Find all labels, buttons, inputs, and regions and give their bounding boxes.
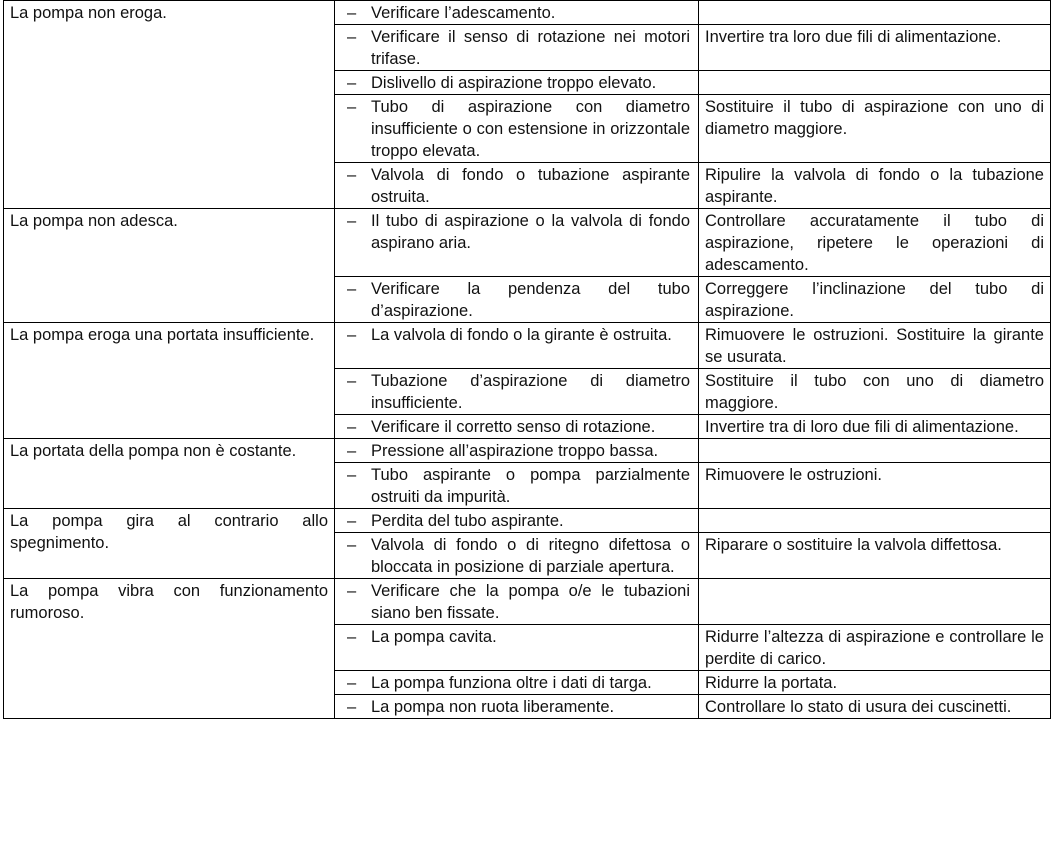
remedy-text: Sostituire il tubo con uno di diametro maggiore. xyxy=(705,372,1044,412)
remedy-text: Invertire tra di loro due fili di alimentazione. xyxy=(705,418,1019,436)
cause-text: Tubo di aspirazione con diametro insufficiente o con estensione in orizzontale troppo elevata. xyxy=(371,98,690,160)
cause-cell xyxy=(335,439,699,463)
remedy-cell xyxy=(699,509,1051,533)
dash-bullet: – xyxy=(347,74,357,92)
remedy-text: Rimuovere le ostruzioni. Sostituire la girante se usurata. xyxy=(705,326,1044,366)
remedy-cell xyxy=(699,415,1051,439)
dash-bullet: – xyxy=(347,326,357,344)
cause-cell xyxy=(335,579,699,625)
dash-bullet: – xyxy=(347,582,357,600)
table-row xyxy=(4,579,1051,625)
dash-bullet: – xyxy=(347,4,357,22)
cause-text: Tubo aspirante o pompa parzialmente ostruiti da impurità. xyxy=(371,466,690,506)
dash-bullet: – xyxy=(347,466,357,484)
dash-bullet: – xyxy=(347,442,357,460)
remedy-cell xyxy=(699,369,1051,415)
cause-cell xyxy=(335,369,699,415)
cause-cell xyxy=(335,695,699,719)
table-row xyxy=(4,439,1051,463)
problem-cell xyxy=(4,509,335,579)
remedy-cell xyxy=(699,695,1051,719)
cause-text: Valvola di fondo o tubazione aspirante ostruita. xyxy=(371,166,690,206)
dash-bullet: – xyxy=(347,98,357,116)
cause-cell xyxy=(335,25,699,71)
cause-text: La valvola di fondo o la girante è ostruita. xyxy=(371,326,672,344)
problem-cell xyxy=(4,439,335,509)
problem-text: La pompa non adesca. xyxy=(10,212,178,230)
cause-cell xyxy=(335,277,699,323)
remedy-cell xyxy=(699,209,1051,277)
dash-bullet: – xyxy=(347,372,357,390)
problem-text: La pompa gira al contrario allo spegnimento. xyxy=(10,512,328,552)
remedy-cell xyxy=(699,277,1051,323)
remedy-cell xyxy=(699,671,1051,695)
cause-text: Perdita del tubo aspirante. xyxy=(371,512,564,530)
remedy-cell xyxy=(699,439,1051,463)
remedy-text: Riparare o sostituire la valvola diffettosa. xyxy=(705,536,1002,554)
cause-cell xyxy=(335,671,699,695)
cause-cell xyxy=(335,533,699,579)
cause-text: Il tubo di aspirazione o la valvola di fondo aspirano aria. xyxy=(371,212,690,252)
problem-cell xyxy=(4,1,335,209)
cause-cell xyxy=(335,209,699,277)
cause-cell xyxy=(335,463,699,509)
troubleshooting-table-body xyxy=(4,1,1051,719)
cause-text: La pompa funziona oltre i dati di targa. xyxy=(371,674,652,692)
problem-text: La portata della pompa non è costante. xyxy=(10,442,297,460)
remedy-text: Ripulire la valvola di fondo o la tubazione aspirante. xyxy=(705,166,1044,206)
remedy-cell xyxy=(699,463,1051,509)
cause-text: Tubazione d’aspirazione di diametro insufficiente. xyxy=(371,372,690,412)
cause-cell xyxy=(335,509,699,533)
remedy-cell xyxy=(699,25,1051,71)
cause-cell xyxy=(335,625,699,671)
dash-bullet: – xyxy=(347,512,357,530)
remedy-text: Ridurre l’altezza di aspirazione e controllare le perdite di carico. xyxy=(705,628,1044,668)
cause-text: Verificare il corretto senso di rotazione. xyxy=(371,418,656,436)
cause-text: La pompa non ruota liberamente. xyxy=(371,698,615,716)
cause-text: La pompa cavita. xyxy=(371,628,497,646)
problem-text: La pompa eroga una portata insufficiente. xyxy=(10,326,315,344)
problem-text: La pompa vibra con funzionamento rumoroso. xyxy=(10,582,328,622)
remedy-cell xyxy=(699,95,1051,163)
cause-text: Verificare l’adescamento. xyxy=(371,4,556,22)
table-row xyxy=(4,509,1051,533)
cause-cell xyxy=(335,415,699,439)
dash-bullet: – xyxy=(347,536,357,554)
dash-bullet: – xyxy=(347,628,357,646)
remedy-cell xyxy=(699,323,1051,369)
dash-bullet: – xyxy=(347,418,357,436)
dash-bullet: – xyxy=(347,674,357,692)
dash-bullet: – xyxy=(347,280,357,298)
troubleshooting-table xyxy=(3,0,1051,719)
cause-text: Valvola di fondo o di ritegno difettosa o bloccata in posizione di parziale apertura. xyxy=(371,536,690,576)
dash-bullet: – xyxy=(347,28,357,46)
remedy-text: Rimuovere le ostruzioni. xyxy=(705,466,882,484)
problem-cell xyxy=(4,579,335,719)
remedy-cell xyxy=(699,579,1051,625)
table-row xyxy=(4,1,1051,25)
cause-text: Dislivello di aspirazione troppo elevato. xyxy=(371,74,657,92)
remedy-text: Controllare lo stato di usura dei cuscinetti. xyxy=(705,698,1012,716)
problem-cell xyxy=(4,323,335,439)
cause-text: Verificare il senso di rotazione nei motori trifase. xyxy=(371,28,690,68)
problem-cell xyxy=(4,209,335,323)
table-row xyxy=(4,209,1051,277)
remedy-text: Invertire tra loro due fili di alimentazione. xyxy=(705,28,1002,46)
problem-text: La pompa non eroga. xyxy=(10,4,167,22)
remedy-text: Sostituire il tubo di aspirazione con uno di diametro maggiore. xyxy=(705,98,1044,138)
remedy-cell xyxy=(699,625,1051,671)
remedy-cell xyxy=(699,71,1051,95)
remedy-text: Ridurre la portata. xyxy=(705,674,838,692)
cause-cell xyxy=(335,1,699,25)
cause-text: Pressione all’aspirazione troppo bassa. xyxy=(371,442,659,460)
remedy-text: Controllare accuratamente il tubo di aspirazione, ripetere le operazioni di adescamento. xyxy=(705,212,1044,274)
remedy-cell xyxy=(699,163,1051,209)
remedy-text: Correggere l’inclinazione del tubo di aspirazione. xyxy=(705,280,1044,320)
cause-cell xyxy=(335,323,699,369)
cause-cell xyxy=(335,95,699,163)
cause-text: Verificare che la pompa o/e le tubazioni siano ben fissate. xyxy=(371,582,690,622)
cause-cell xyxy=(335,163,699,209)
dash-bullet: – xyxy=(347,698,357,716)
remedy-cell xyxy=(699,1,1051,25)
table-row xyxy=(4,323,1051,369)
dash-bullet: – xyxy=(347,166,357,184)
cause-cell xyxy=(335,71,699,95)
cause-text: Verificare la pendenza del tubo d’aspirazione. xyxy=(371,280,690,320)
remedy-cell xyxy=(699,533,1051,579)
dash-bullet: – xyxy=(347,212,357,230)
